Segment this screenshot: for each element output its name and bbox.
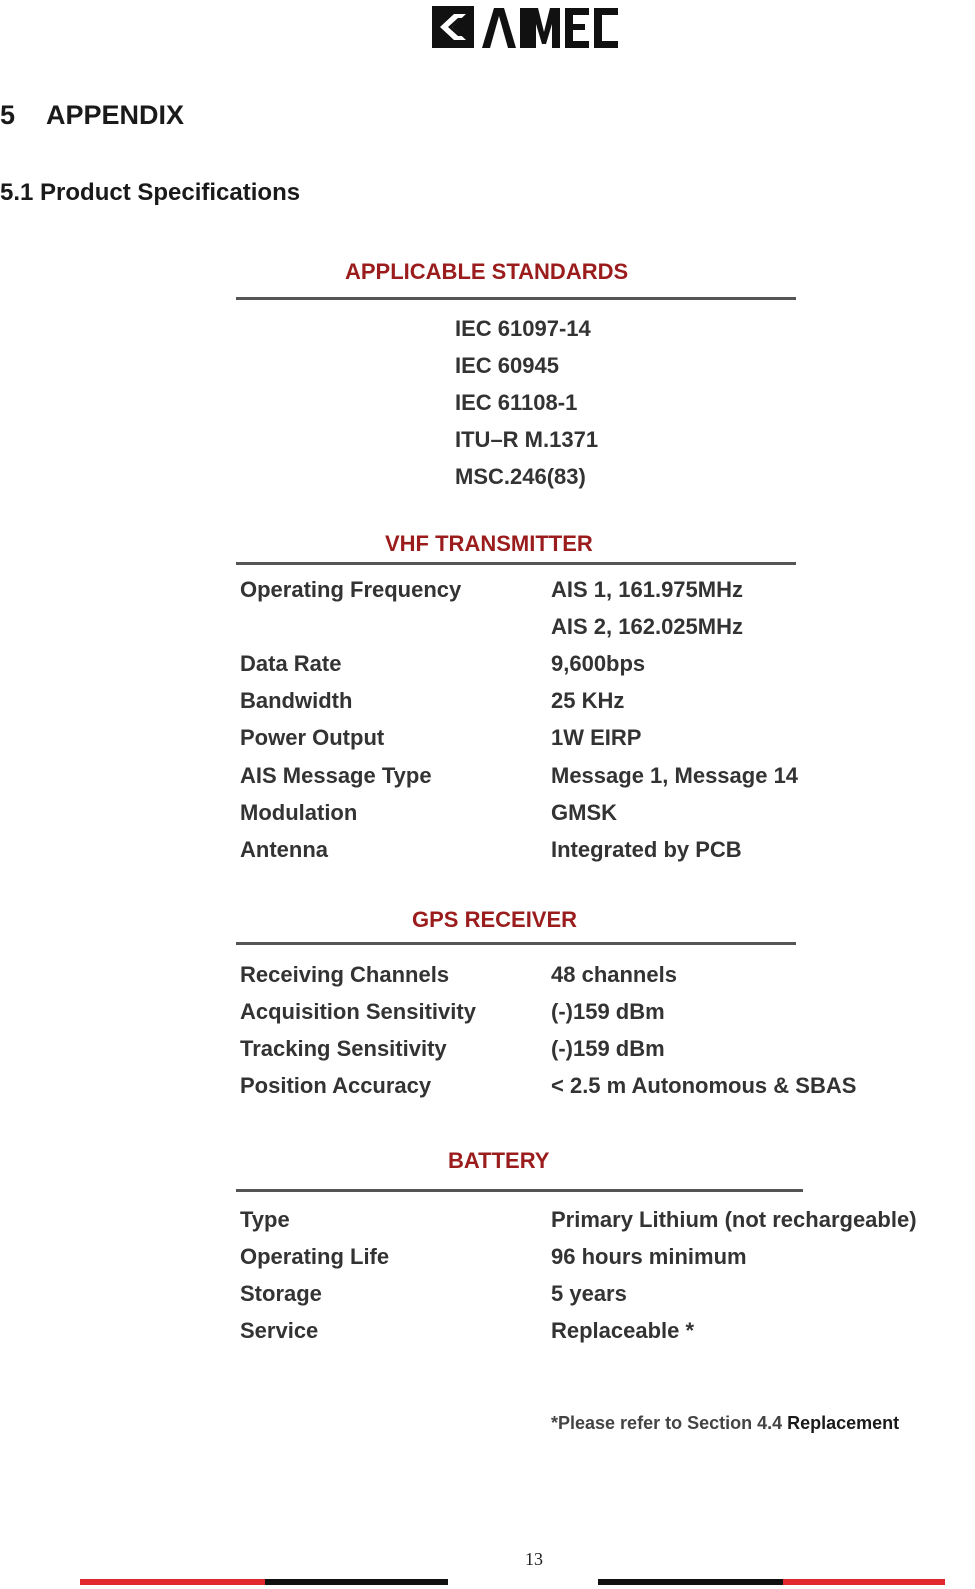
gps-title: GPS RECEIVER bbox=[412, 907, 578, 932]
spec-value: 25 KHz bbox=[551, 688, 625, 713]
section-heading bbox=[0, 100, 184, 131]
standard-item: IEC 61097-14 bbox=[455, 316, 591, 341]
spec-label: Service bbox=[240, 1318, 319, 1343]
spec-row bbox=[240, 999, 975, 1029]
spec-label: Type bbox=[240, 1207, 290, 1232]
spec-label: Operating Life bbox=[240, 1244, 390, 1269]
spec-row bbox=[240, 725, 975, 755]
spec-value: 96 hours minimum bbox=[551, 1244, 747, 1269]
standard-item: ITU–R M.1371 bbox=[455, 427, 599, 452]
spec-value: 9,600bps bbox=[551, 651, 646, 676]
footer-rule-black-right bbox=[598, 1579, 783, 1585]
spec-row bbox=[240, 1318, 975, 1348]
section-title: APPENDIX bbox=[46, 100, 185, 130]
spec-label: Tracking Sensitivity bbox=[240, 1036, 447, 1061]
spec-label: Storage bbox=[240, 1281, 322, 1306]
spec-row bbox=[240, 800, 975, 830]
spec-label: Modulation bbox=[240, 800, 358, 825]
subsection-heading: 5.1 Product Specifications bbox=[0, 179, 301, 206]
spec-row bbox=[240, 1207, 975, 1237]
spec-label: Data Rate bbox=[240, 651, 342, 676]
footer-rule-red-right bbox=[783, 1579, 945, 1585]
amec-logo bbox=[432, 2, 620, 50]
section-number: 5 bbox=[0, 100, 16, 130]
page-number: 13 bbox=[525, 1549, 543, 1569]
spec-row bbox=[240, 962, 975, 992]
spec-label: Receiving Channels bbox=[240, 962, 450, 987]
spec-value: Primary Lithium (not rechargeable) bbox=[551, 1207, 917, 1232]
spec-row bbox=[240, 651, 975, 681]
standards-divider bbox=[236, 297, 796, 300]
standard-item: MSC.246(83) bbox=[455, 464, 586, 489]
vhf-divider bbox=[236, 562, 796, 565]
spec-row bbox=[240, 1281, 975, 1311]
spec-label: Position Accuracy bbox=[240, 1073, 432, 1098]
spec-label: Power Output bbox=[240, 725, 385, 750]
spec-row bbox=[240, 1073, 975, 1103]
spec-value: Replaceable * bbox=[551, 1318, 695, 1343]
spec-label: Acquisition Sensitivity bbox=[240, 999, 476, 1024]
spec-value: Message 1, Message 14 bbox=[551, 763, 799, 788]
spec-label: AIS Message Type bbox=[240, 763, 432, 788]
spec-value: 1W EIRP bbox=[551, 725, 642, 750]
standard-item: IEC 61108-1 bbox=[455, 390, 578, 415]
battery-note bbox=[551, 1413, 899, 1434]
spec-value: Integrated by PCB bbox=[551, 837, 742, 862]
spec-row bbox=[240, 577, 975, 607]
spec-row bbox=[240, 1036, 975, 1066]
spec-value: (-)159 dBm bbox=[551, 999, 665, 1024]
vhf-title: VHF TRANSMITTER bbox=[385, 531, 593, 556]
spec-row bbox=[240, 763, 975, 793]
gps-divider bbox=[236, 942, 796, 945]
spec-value: < 2.5 m Autonomous & SBAS bbox=[551, 1073, 857, 1098]
standards-title: APPLICABLE STANDARDS bbox=[345, 259, 629, 284]
spec-label: Bandwidth bbox=[240, 688, 353, 713]
footer-rule-red-left bbox=[80, 1579, 265, 1585]
note-text: *Please refer to Section 4.4 bbox=[551, 1413, 788, 1433]
spec-value: GMSK bbox=[551, 800, 617, 825]
standard-item: IEC 60945 bbox=[455, 353, 559, 378]
spec-value: AIS 1, 161.975MHz bbox=[551, 577, 743, 602]
footer-rule-black-left bbox=[265, 1579, 448, 1585]
battery-divider bbox=[236, 1189, 803, 1192]
spec-row bbox=[240, 614, 975, 644]
battery-title: BATTERY bbox=[448, 1148, 550, 1173]
spec-value: (-)159 dBm bbox=[551, 1036, 665, 1061]
spec-label: Operating Frequency bbox=[240, 577, 462, 602]
spec-row bbox=[240, 1244, 975, 1274]
note-reference: Replacement bbox=[787, 1413, 900, 1433]
spec-value: 5 years bbox=[551, 1281, 627, 1306]
spec-row bbox=[240, 837, 975, 867]
spec-row bbox=[240, 688, 975, 718]
spec-value: 48 channels bbox=[551, 962, 677, 987]
spec-value: AIS 2, 162.025MHz bbox=[551, 614, 743, 639]
spec-label: Antenna bbox=[240, 837, 328, 862]
